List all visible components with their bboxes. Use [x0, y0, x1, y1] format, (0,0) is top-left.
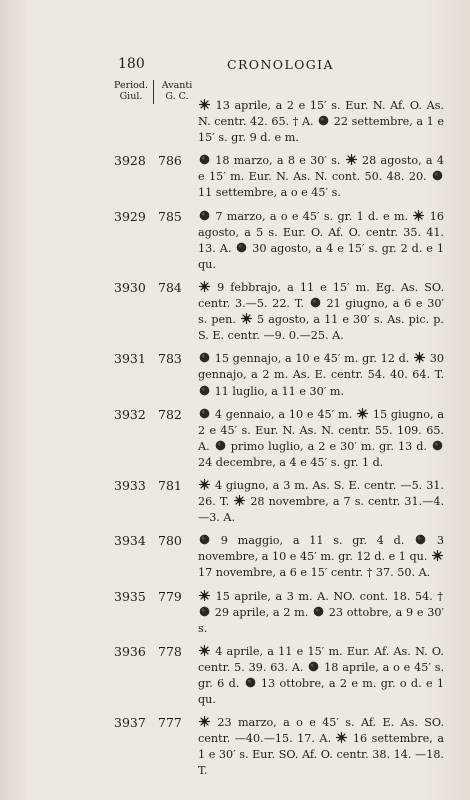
lunar-eclipse-icon — [236, 242, 247, 253]
eclipse-description: 4 aprile, a 11 e 15′ m. Eur. Af. As. N. O. centr. 5. 39. 63. A. — [198, 644, 444, 674]
chronology-entries — [114, 98, 444, 787]
eclipse-description: 29 aprile, a 2 m. — [214, 605, 313, 619]
lunar-eclipse-icon — [318, 115, 329, 126]
eclipse-description: 23 marzo, a o e 45′ s. Af. E. As. SO. centr. —40.—15. 17. A. — [198, 716, 444, 746]
eclipse-description: 11 luglio, a 11 e 30′ m. — [214, 384, 344, 398]
julian-period-year: 3937 — [114, 715, 146, 731]
eclipse-description: 17 novembre, a 6 e 15′ centr. † 37. 50. A. — [198, 566, 431, 580]
chronology-entry — [114, 209, 444, 273]
page-header — [118, 56, 443, 76]
entry-text — [198, 478, 444, 526]
solar-eclipse-icon — [199, 645, 210, 656]
running-title: CRONOLOGIA — [227, 57, 334, 72]
entry-text — [198, 644, 444, 708]
chronology-entry — [114, 280, 444, 344]
julian-period-year: 3933 — [114, 477, 146, 493]
eclipse-description: 13 ottobre, a 2 e m. gr. o d. e 1 qu. — [198, 677, 445, 707]
eclipse-description: 4 giugno, a 3 m. As. S. E. centr. —5. 31. 26. T. — [198, 478, 444, 509]
lunar-eclipse-icon — [215, 440, 226, 451]
julian-period-year: 3934 — [114, 533, 146, 549]
eclipse-description: 15 aprile, a 3 m. A. NO. cont. 18. 54. † — [215, 589, 444, 603]
eclipse-description: 24 decembre, a 4 e 45′ s. gr. 1 d. — [198, 455, 384, 469]
bc-year: 780 — [158, 533, 182, 549]
solar-eclipse-icon — [413, 210, 424, 221]
eclipse-description: 16 agosto, a 5 s. Eur. O. Af. O. centr. 35. 41. 13. A. — [198, 209, 444, 255]
chronology-entry — [114, 351, 444, 399]
bc-year: 785 — [158, 208, 182, 224]
chronology-entry — [114, 644, 444, 708]
solar-eclipse-icon — [199, 479, 210, 490]
entry-text — [198, 209, 444, 273]
eclipse-description: 22 settembre, a 1 e 15′ s. gr. 9 d. e m. — [198, 115, 444, 145]
eclipse-description: 3 novembre, a 10 e 45′ m. gr. 12 d. e 1 qu. — [198, 534, 444, 564]
eclipse-description: 16 settembre, a 1 e 30′ s. Eur. SO. Af. O. centr. 38. 14. —18. T. — [198, 732, 444, 778]
eclipse-description: 15 gennajo, a 10 e 45′ m. gr. 12 d. — [214, 352, 414, 366]
eclipse-description: 15 giugno, a 2 e 45′ s. Eur. N. As. N. centr. 55. 109. 65. A. — [198, 407, 445, 453]
julian-period-year: 3935 — [114, 588, 146, 604]
chronology-entry — [114, 98, 444, 146]
solar-eclipse-icon — [336, 732, 347, 743]
bc-year: 784 — [158, 279, 182, 295]
chronology-entry — [114, 715, 444, 779]
column-header-bc-line1: Avanti — [161, 80, 193, 91]
solar-eclipse-icon — [241, 313, 252, 324]
solar-eclipse-icon — [234, 495, 245, 506]
entry-text — [198, 98, 444, 146]
lunar-eclipse-icon — [310, 297, 321, 308]
solar-eclipse-icon — [414, 352, 425, 363]
column-header-julian-line1: Period. — [114, 80, 148, 91]
bc-year: 779 — [158, 588, 182, 604]
eclipse-description: 30 gennajo, a 2 m. As. E. centr. 54. 40. 64. T. — [198, 352, 444, 382]
julian-period-year: 3930 — [114, 279, 146, 295]
chronology-entry — [114, 478, 444, 526]
julian-period-year: 3931 — [114, 351, 146, 367]
lunar-eclipse-icon — [199, 210, 210, 221]
julian-period-year: 3936 — [114, 643, 146, 659]
lunar-eclipse-icon — [199, 352, 210, 363]
solar-eclipse-icon — [432, 550, 443, 561]
chronology-entry — [114, 407, 444, 471]
entry-text — [198, 153, 444, 201]
chronology-entry — [114, 589, 444, 637]
eclipse-description: 9 febbrajo, a 11 e 15′ m. Eg. As. SO. centr. 3.—5. 22. T. — [198, 280, 444, 311]
bc-year: 786 — [158, 153, 182, 169]
lunar-eclipse-icon — [245, 677, 256, 688]
bc-year: 778 — [158, 643, 182, 659]
eclipse-description: 23 ottobre, a 9 e 30′ s. — [198, 605, 444, 635]
lunar-eclipse-icon — [199, 385, 210, 396]
entry-text — [198, 589, 444, 637]
eclipse-description: 9 maggio, a 11 s. gr. 4 d. — [220, 534, 415, 548]
eclipse-description: 4 gennaio, a 10 e 45′ m. — [214, 407, 356, 421]
eclipse-description: 28 agosto, a 4 e 15′ m. Eur. N. As. N. cont. 50. 48. 20. — [198, 154, 444, 184]
lunar-eclipse-icon — [199, 154, 210, 165]
solar-eclipse-icon — [199, 590, 210, 601]
eclipse-description: 18 aprile, a o e 45′ s. gr. 6 d. — [198, 660, 445, 690]
lunar-eclipse-icon — [313, 606, 324, 617]
solar-eclipse-icon — [357, 408, 368, 419]
entry-text — [198, 280, 444, 344]
lunar-eclipse-icon — [308, 661, 319, 672]
eclipse-description: 13 aprile, a 2 e 15′ s. Eur. N. Af. O. As. N. centr. 42. 65. † A. — [198, 99, 444, 129]
lunar-eclipse-icon — [199, 534, 210, 545]
eclipse-description: 28 novembre, a 7 s. centr. 31.—4.—3. A. — [198, 495, 444, 525]
eclipse-description: 7 marzo, a o e 45′ s. gr. 1 d. e m. — [215, 209, 413, 223]
entry-text — [198, 715, 444, 779]
chronology-entry — [114, 153, 444, 201]
column-header-bc-line2: G. C. — [165, 91, 189, 102]
lunar-eclipse-icon — [415, 534, 426, 545]
solar-eclipse-icon — [199, 716, 210, 727]
eclipse-description: 21 giugno, a 6 e 30′ s. pen. — [198, 297, 444, 327]
julian-period-year: 3929 — [114, 208, 146, 224]
eclipse-description: 11 settembre, a o e 45′ s. — [198, 186, 341, 200]
bc-year: 781 — [158, 477, 182, 493]
eclipse-description: 5 agosto, a 11 e 30′ s. As. pic. p. S. E. centr. —9. 0.—25. A. — [198, 313, 444, 343]
page-number: 180 — [118, 56, 145, 72]
eclipse-description: primo luglio, a 2 e 30′ m. gr. 13 d. — [230, 439, 431, 453]
eclipse-description: 18 marzo, a 8 e 30′ s. — [215, 154, 345, 168]
entry-text — [198, 407, 444, 471]
solar-eclipse-icon — [199, 281, 210, 292]
entry-text — [198, 351, 444, 399]
solar-eclipse-icon — [199, 99, 210, 110]
bc-year: 783 — [158, 351, 182, 367]
solar-eclipse-icon — [346, 154, 357, 165]
column-header-julian-line2: Giul. — [119, 91, 143, 102]
eclipse-description: 30 agosto, a 4 e 15′ s. gr. 2 d. e 1 qu. — [198, 241, 444, 271]
chronology-entry — [114, 533, 444, 581]
entry-text — [198, 533, 444, 581]
lunar-eclipse-icon — [432, 170, 443, 181]
lunar-eclipse-icon — [199, 606, 210, 617]
julian-period-year: 3932 — [114, 406, 146, 422]
lunar-eclipse-icon — [199, 408, 210, 419]
lunar-eclipse-icon — [432, 440, 443, 451]
julian-period-year: 3928 — [114, 153, 146, 169]
bc-year: 777 — [158, 715, 182, 731]
bc-year: 782 — [158, 406, 182, 422]
